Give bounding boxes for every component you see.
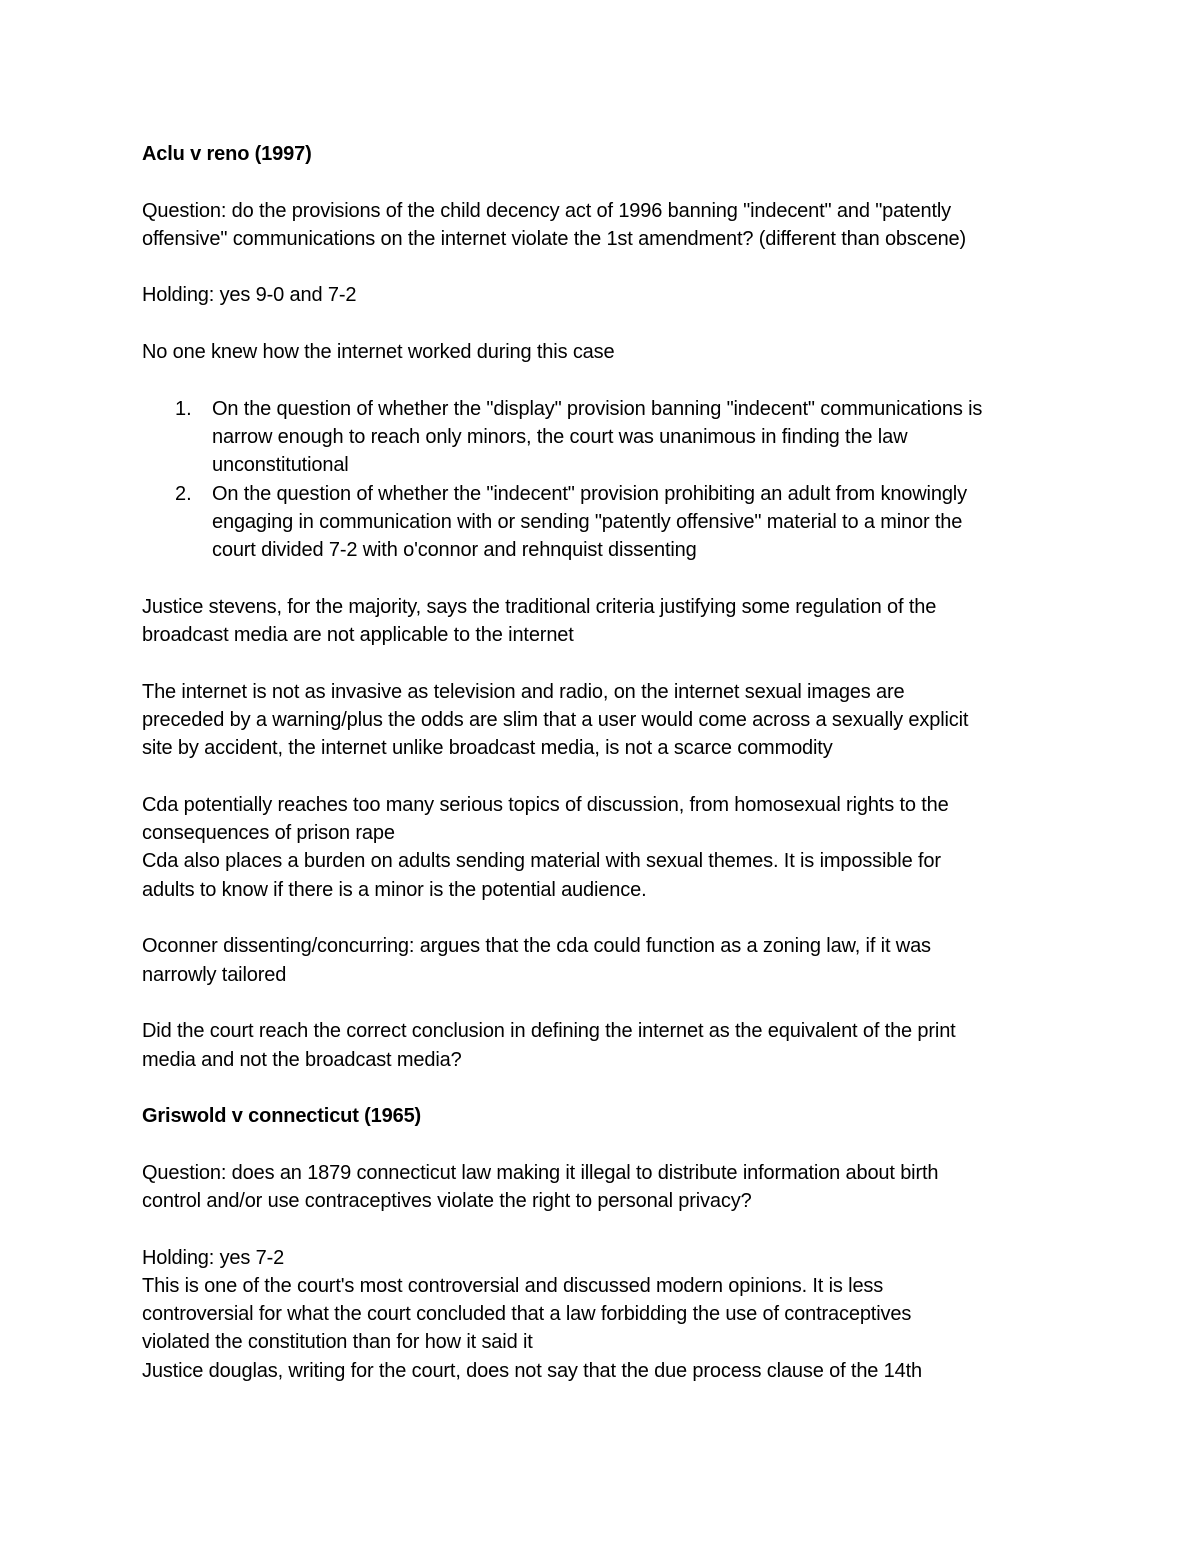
spacer <box>142 1130 1072 1158</box>
spacer <box>142 366 1072 394</box>
numbered-list <box>142 395 1072 565</box>
text-line: violated the constitution than for how it said it <box>142 1331 533 1354</box>
text-line: The internet is not as invasive as television and radio, on the internet sexual images are <box>142 680 905 703</box>
text-line: offensive" communications on the internet violate the 1st amendment? (different than obscene) <box>142 227 967 250</box>
question-paragraph <box>142 1159 1072 1216</box>
spacer <box>142 310 1072 338</box>
spacer <box>142 904 1072 932</box>
text-line: Question: do the provisions of the child decency act of 1996 banning "indecent" and "patently <box>142 199 952 222</box>
text-line: unconstitutional <box>212 454 349 477</box>
text-line: Cda potentially reaches too many serious topics of discussion, from homosexual rights to the <box>142 793 949 816</box>
text-line: preceded by a warning/plus the odds are slim that a user would come across a sexually explicit <box>142 708 969 731</box>
text-line: narrow enough to reach only minors, the court was unanimous in finding the law <box>212 425 908 448</box>
text-line: site by accident, the internet unlike broadcast media, is not a scarce commodity <box>142 737 833 760</box>
text-line: This is one of the court's most controversial and discussed modern opinions. It is less <box>142 1274 884 1297</box>
list-number: 1. <box>175 397 192 420</box>
document-page <box>142 140 1072 1385</box>
holding-paragraph <box>142 1244 1072 1385</box>
text-line: controversial for what the court concluded that a law forbidding the use of contraceptives <box>142 1303 912 1326</box>
text-line: adults to know if there is a minor is the potential audience. <box>142 878 647 901</box>
question-paragraph <box>142 197 1072 254</box>
text-line: On the question of whether the "display" provision banning "indecent" communications is <box>212 397 983 420</box>
text-line: media and not the broadcast media? <box>142 1048 462 1071</box>
text-line: Question: does an 1879 connecticut law making it illegal to distribute information about birth <box>142 1161 939 1184</box>
spacer <box>142 1074 1072 1102</box>
text-line: Did the court reach the correct conclusion in defining the internet as the equivalent of the print <box>142 1020 956 1043</box>
text-line: broadcast media are not applicable to the internet <box>142 624 574 647</box>
list-item <box>142 395 1072 480</box>
note-line: No one knew how the internet worked during this case <box>142 341 615 364</box>
text-line: Justice stevens, for the majority, says the traditional criteria justifying some regulation of the <box>142 595 937 618</box>
text-line: narrowly tailored <box>142 963 287 986</box>
spacer <box>142 649 1072 677</box>
text-line: consequences of prison rape <box>142 822 395 845</box>
spacer <box>142 1215 1072 1243</box>
text-line: control and/or use contraceptives violate the right to personal privacy? <box>142 1189 752 1212</box>
text-line: Justice douglas, writing for the court, does not say that the due process clause of the 14th <box>142 1359 922 1382</box>
holding-line: Holding: yes 9-0 and 7-2 <box>142 284 357 307</box>
spacer <box>142 253 1072 281</box>
spacer <box>142 564 1072 592</box>
text-line: Cda also places a burden on adults sending material with sexual themes. It is impossible for <box>142 850 941 873</box>
oconner-paragraph <box>142 932 1072 989</box>
cda-paragraph <box>142 791 1072 904</box>
case-title: Aclu v reno (1997) <box>142 143 312 165</box>
case-title: Griswold v connecticut (1965) <box>142 1105 422 1128</box>
invasive-paragraph <box>142 678 1072 763</box>
list-number: 2. <box>175 482 192 505</box>
spacer <box>142 763 1072 791</box>
text-line: engaging in communication with or sending "patently offensive" material to a minor the <box>212 510 963 533</box>
text-line: On the question of whether the "indecent" provision prohibiting an adult from knowingly <box>212 482 967 505</box>
spacer <box>142 168 1072 196</box>
text-line: court divided 7-2 with o'connor and rehnquist dissenting <box>212 539 697 562</box>
stevens-paragraph <box>142 593 1072 650</box>
holding-line: Holding: yes 7-2 <box>142 1246 285 1269</box>
question-paragraph <box>142 1017 1072 1074</box>
list-item <box>142 480 1072 565</box>
spacer <box>142 989 1072 1017</box>
text-line: Oconner dissenting/concurring: argues that the cda could function as a zoning law, if it was <box>142 935 931 958</box>
